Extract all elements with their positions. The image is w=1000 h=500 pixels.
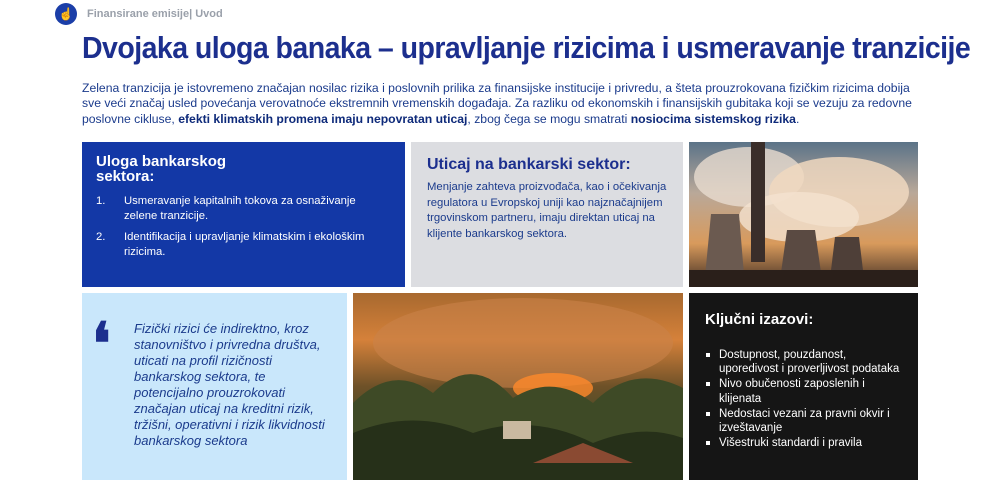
quote-text: Fizički rizici će indirektno, kroz stanovništvo i privredna društva, uticati na profil rizičnosti bankarskog sektora, te potencijalno prouzrokovati značajan uticaj na kreditni rizik, tržišni, operativni i rizik likvidnosti bankarskog sektora [134,321,325,448]
intro-text-3: . [795,111,800,126]
challenge-item: Nedostaci vezani za pravni okvir i izveštavanje [705,407,904,435]
power-plant-image [689,142,918,287]
challenges-box [689,293,918,480]
intro-paragraph [82,81,922,127]
wildfire-illustration [353,293,683,480]
role-item [96,230,391,260]
breadcrumb: Finansirane emisije| Uvod [87,8,223,20]
impact-text: Menjanje zahteva proizvođača, kao i očekivanja regulatora u Evropskoj uniji kao najznačajnijem trgovinskom partneru, imaju direktan uticaj na klijente bankarskog sektora. [427,181,667,240]
intro-text-2: , zbog čega se mogu smatrati [467,111,631,126]
quote-box [82,293,347,480]
role-item-number: 1. [96,195,106,207]
intro-bold-2: nosiocima sistemskog rizika [630,111,796,126]
role-list [96,194,391,260]
page-title: Dvojaka uloga banaka – upravljanje rizicima i usmeravanje tranzicije [82,30,971,65]
wildfire-image [353,293,683,480]
quote-icon: ❛ [92,310,111,378]
challenge-item: Nivo obučenosti zaposlenih i klijenata [705,377,904,405]
header [55,3,223,25]
role-item [96,194,391,224]
role-item-text: Usmeravanje kapitalnih tokova za osnaživanje zelene tranzicije. [124,195,356,222]
challenges-title: Ključni izazovi: [705,311,814,328]
role-item-number: 2. [96,231,106,243]
challenges-list [705,348,904,450]
impact-box [411,142,683,287]
impact-title: Uticaj na bankarski sektor: [427,156,631,173]
hand-pointer-icon[interactable]: ☝ [55,3,77,25]
power-plant-illustration [689,142,918,287]
role-item-text: Identifikacija i upravljanje klimatskim i ekološkim rizicima. [124,231,365,258]
challenge-item: Dostupnost, pouzdanost, uporedivost i proverljivost podataka [705,348,904,376]
role-box [82,142,405,287]
role-title: Uloga bankarskog sektora: [96,153,227,185]
challenge-item: Višestruki standardi i pravila [705,436,904,450]
intro-text-1: Zelena tranzicija je istovremeno značajan nosilac rizika i poslovnih prilika za finansijske institucije i privredu, a šteta prouzrokovana fizičkim rizicima dobija sve veći značaj usled povećanja verovatnoće ekstremnih vremenskih događaja. Za razliku od ekonomskih i finansijskih gubitaka koji se vezuju za redovne poslovne cikluse, [82,81,912,126]
intro-bold-1: efekti klimatskih promena imaju nepovratan uticaj [178,111,468,126]
